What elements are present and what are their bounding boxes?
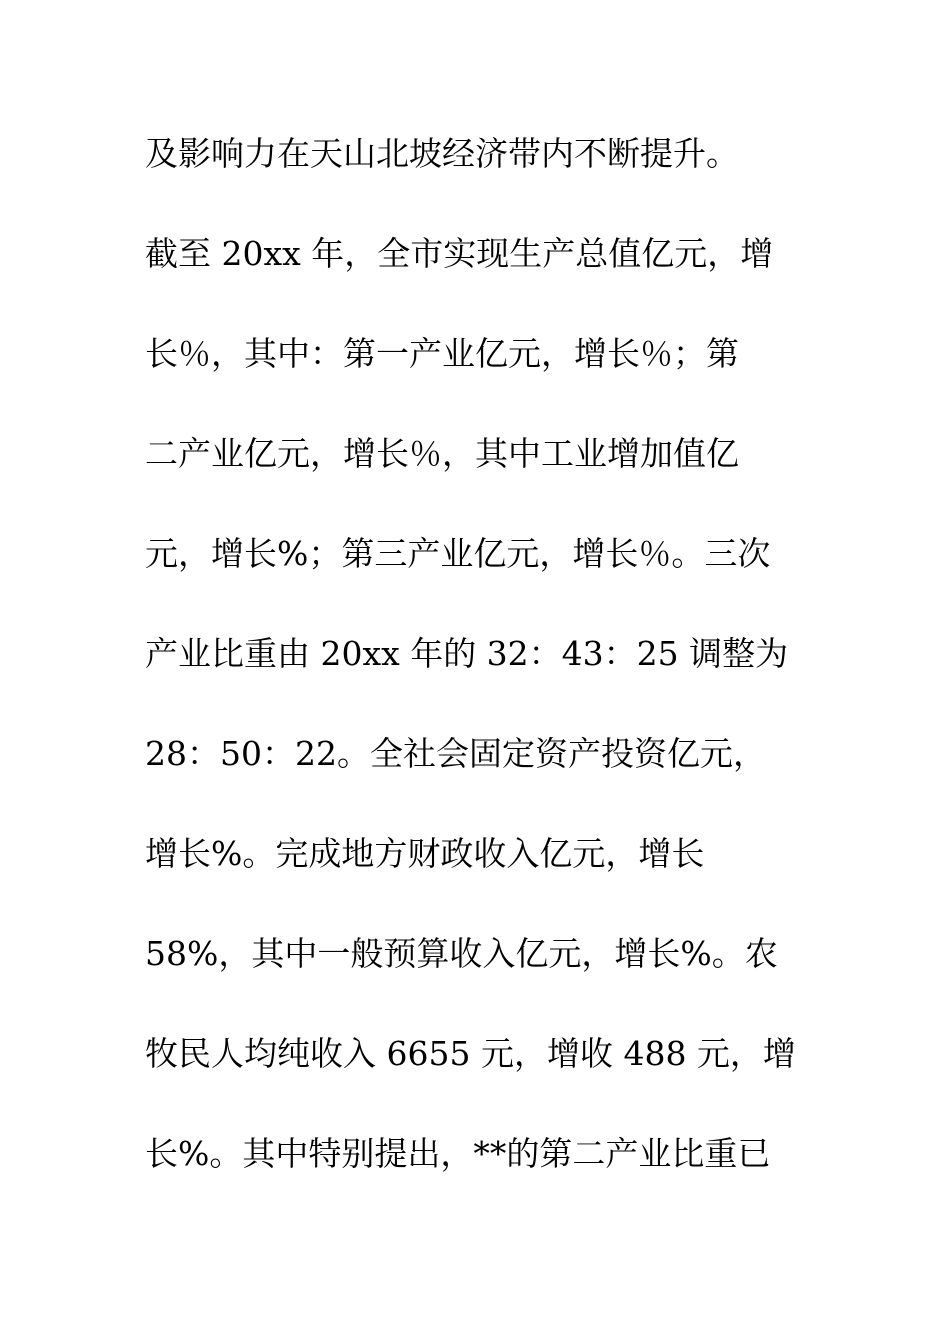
text-line-4: 二产业亿元，增长％，其中工业增加值亿 [145,434,739,473]
text-line-6: 产业比重由 20xx 年的 32：43：25 调整为 [145,634,789,673]
text-line-10: 牧民人均纯收入 6655 元，增收 488 元，增 [145,1034,796,1073]
body-text [145,124,805,1224]
text-line-8: 增长%。完成地方财政收入亿元，增长 [145,834,705,873]
text-line-1: 及影响力在天山北坡经济带内不断提升。 [145,134,739,173]
text-line-9: 58%，其中一般预算收入亿元，增长%。农 [145,934,778,973]
text-line-7: 28：50：22。全社会固定资产投资亿元， [145,734,766,773]
text-line-2: 截至 20xx 年，全市实现生产总值亿元，增 [145,234,774,273]
text-line-5: 元，增长%；第三产业亿元，增长％。三次 [145,534,771,573]
text-line-11: 长%。其中特别提出，**的第二产业比重已 [145,1134,771,1173]
text-line-3: 长％，其中：第一产业亿元，增长％；第 [145,334,739,373]
